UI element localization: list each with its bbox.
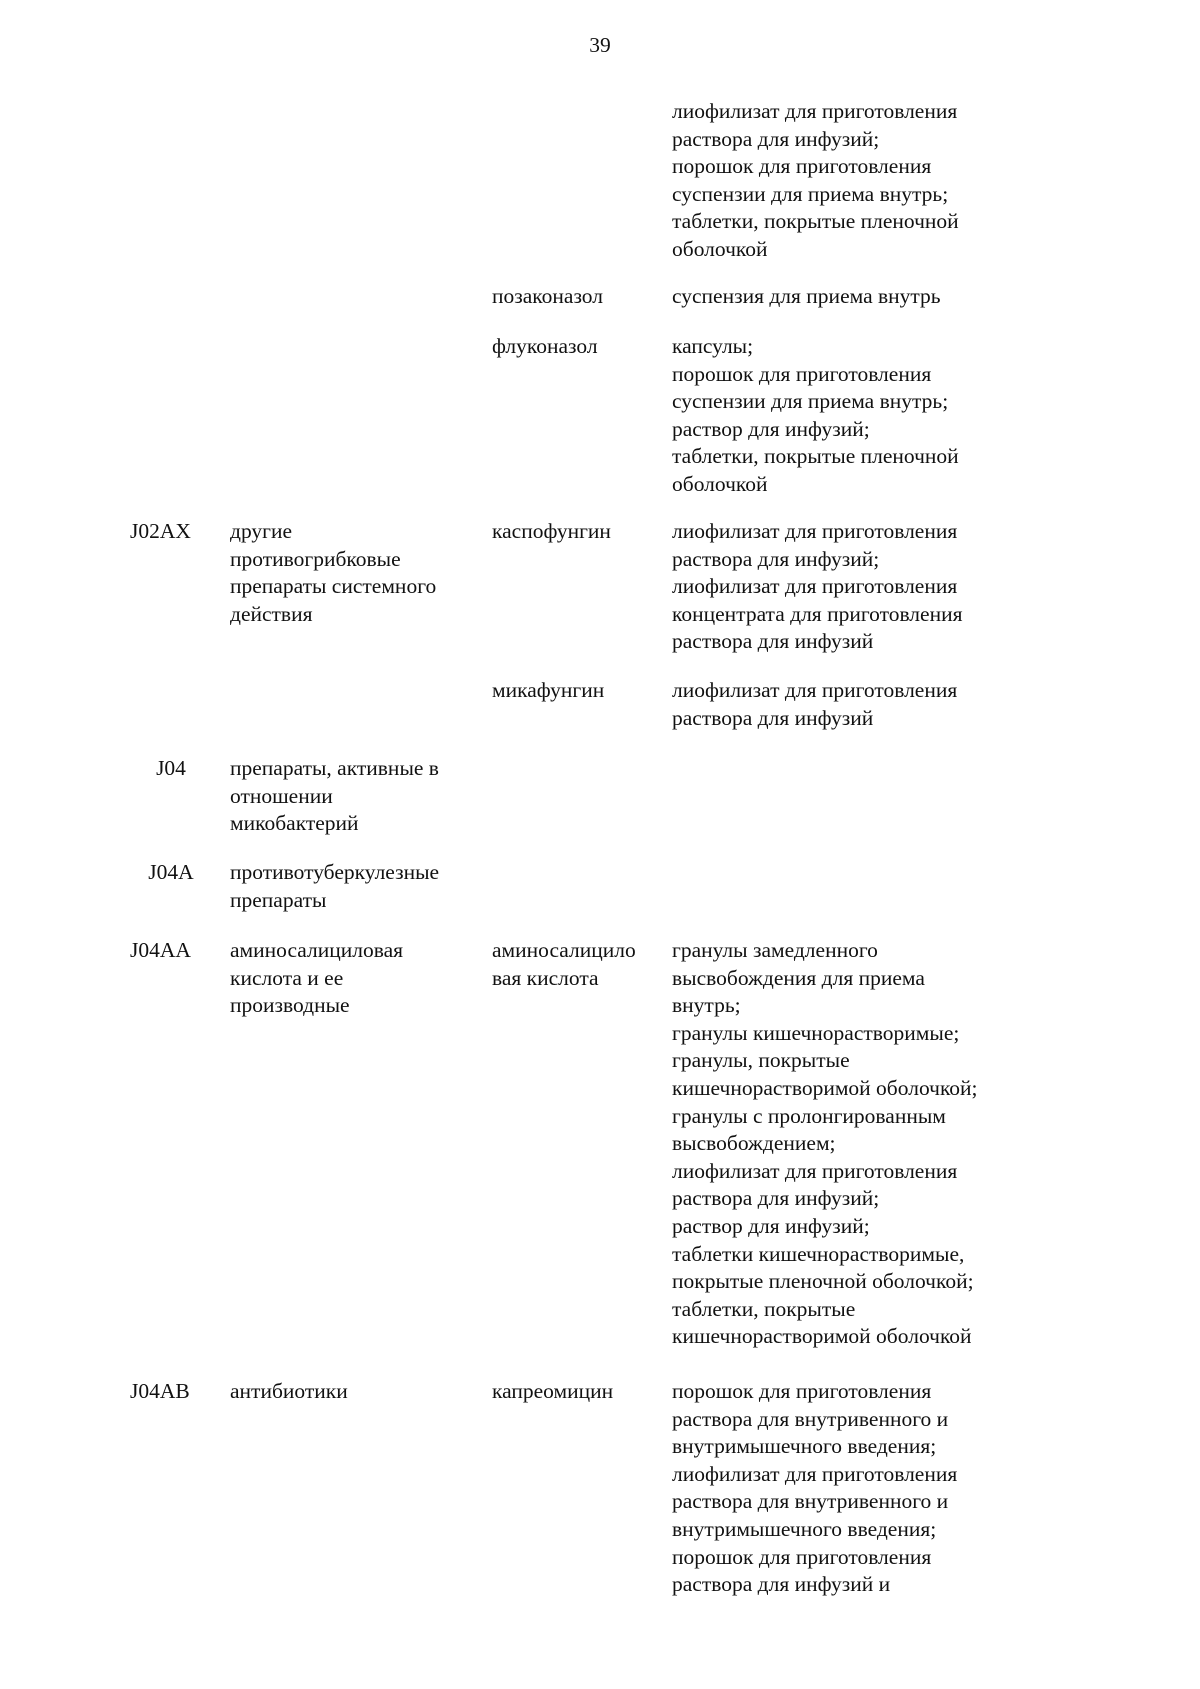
row-8-code: J04AB xyxy=(130,1379,190,1403)
name-line: аминосалициловая xyxy=(230,938,404,962)
form-line: раствор для инфузий; xyxy=(672,416,870,441)
form-line: лиофилизат для приготовления xyxy=(672,678,958,702)
row-5-code: J04 xyxy=(156,756,186,780)
form-line: лиофилизат для приготовления xyxy=(672,574,958,599)
row-5-name xyxy=(230,755,439,838)
form-line: лиофилизат для приготовления xyxy=(672,1158,958,1183)
row-4-form-text xyxy=(672,677,957,732)
row-2-form-text xyxy=(672,333,959,499)
form-line: лиофилизат для приготовления xyxy=(672,519,958,543)
form-line: высвобождением; xyxy=(672,1131,836,1156)
name-line: другие xyxy=(230,519,293,543)
form-line: гранулы с пролонгированным xyxy=(672,1103,946,1128)
form-line: порошок для приготовления xyxy=(672,1544,932,1569)
form-line: гранулы кишечнорастворимые; xyxy=(672,1020,960,1045)
form-line: раствора для инфузий; xyxy=(672,546,880,571)
form-line: раствора для инфузий и xyxy=(672,1572,891,1597)
drug-line: микафунгин xyxy=(492,678,605,702)
row-1-form-text xyxy=(672,283,941,311)
page-number: 39 xyxy=(589,33,611,57)
row-4-drug xyxy=(492,677,604,705)
row-7-drug xyxy=(492,937,636,992)
name-line: препараты xyxy=(230,887,327,912)
name-line: кислота и ее xyxy=(230,965,344,990)
row-3-name xyxy=(230,518,436,628)
drug-line: вая кислота xyxy=(492,965,599,990)
form-line: раствора для инфузий xyxy=(672,705,874,730)
row-8-drug xyxy=(492,1378,613,1406)
form-line: покрытые пленочной оболочкой; xyxy=(672,1269,974,1294)
row-0-form-text xyxy=(672,98,959,264)
form-line: гранулы замедленного xyxy=(672,938,878,962)
drug-line: каспофунгин xyxy=(492,519,611,543)
form-line: таблетки, покрытые пленочной xyxy=(672,444,959,469)
row-7-name xyxy=(230,937,403,1020)
form-line: суспензии для приема внутрь; xyxy=(672,389,949,414)
form-line: раствора для инфузий xyxy=(672,629,874,654)
form-line: таблетки кишечнорастворимые, xyxy=(672,1241,965,1266)
form-line: оболочкой xyxy=(672,236,768,261)
form-line: суспензия для приема внутрь xyxy=(672,284,941,308)
form-line: лиофилизат для приготовления xyxy=(672,99,958,123)
row-3-drug xyxy=(492,518,611,546)
drug-line: капреомицин xyxy=(492,1379,614,1403)
form-line: раствора для инфузий; xyxy=(672,126,880,151)
drug-line: аминосалицило xyxy=(492,938,636,962)
form-line: внутримышечного введения; xyxy=(672,1516,937,1541)
form-line: порошок для приготовления xyxy=(672,361,932,386)
name-line: противотуберкулезные xyxy=(230,860,440,884)
name-line: микобактерий xyxy=(230,811,359,836)
name-line: антибиотики xyxy=(230,1379,348,1403)
row-3-code: J02AX xyxy=(130,519,191,543)
name-line: препараты, активные в xyxy=(230,756,439,780)
form-line: раствора для внутривенного и xyxy=(672,1406,949,1431)
drug-line: флуконазол xyxy=(492,334,598,358)
name-line: действия xyxy=(230,601,313,626)
form-line: концентрата для приготовления xyxy=(672,601,963,626)
name-line: препараты системного xyxy=(230,574,437,599)
row-8-name xyxy=(230,1378,348,1406)
form-line: суспензии для приема внутрь; xyxy=(672,181,949,206)
form-line: раствор для инфузий; xyxy=(672,1213,870,1238)
form-line: гранулы, покрытые xyxy=(672,1048,850,1073)
form-line: капсулы; xyxy=(672,334,754,358)
row-2-drug xyxy=(492,333,598,361)
form-line: кишечнорастворимой оболочкой; xyxy=(672,1075,978,1100)
row-7-form-text xyxy=(672,937,978,1351)
row-6-code: J04A xyxy=(148,860,194,884)
row-3-form-text xyxy=(672,518,962,656)
name-line: производные xyxy=(230,993,350,1018)
form-line: внутримышечного введения; xyxy=(672,1434,937,1459)
form-line: оболочкой xyxy=(672,471,768,496)
form-line: раствора для инфузий; xyxy=(672,1186,880,1211)
name-line: противогрибковые xyxy=(230,546,401,571)
form-line: кишечнорастворимой оболочкой xyxy=(672,1324,972,1349)
form-line: раствора для внутривенного и xyxy=(672,1489,949,1514)
row-8-form-text xyxy=(672,1378,957,1599)
form-line: порошок для приготовления xyxy=(672,154,932,179)
form-line: таблетки, покрытые пленочной xyxy=(672,209,959,234)
form-line: внутрь; xyxy=(672,993,741,1018)
row-7-code: J04AA xyxy=(130,938,191,962)
form-line: порошок для приготовления xyxy=(672,1379,932,1403)
drug-line: позаконазол xyxy=(492,284,604,308)
row-6-name xyxy=(230,859,439,914)
name-line: отношении xyxy=(230,783,333,808)
form-line: таблетки, покрытые xyxy=(672,1296,856,1321)
form-line: высвобождения для приема xyxy=(672,965,925,990)
form-line: лиофилизат для приготовления xyxy=(672,1461,958,1486)
row-1-drug xyxy=(492,283,603,311)
